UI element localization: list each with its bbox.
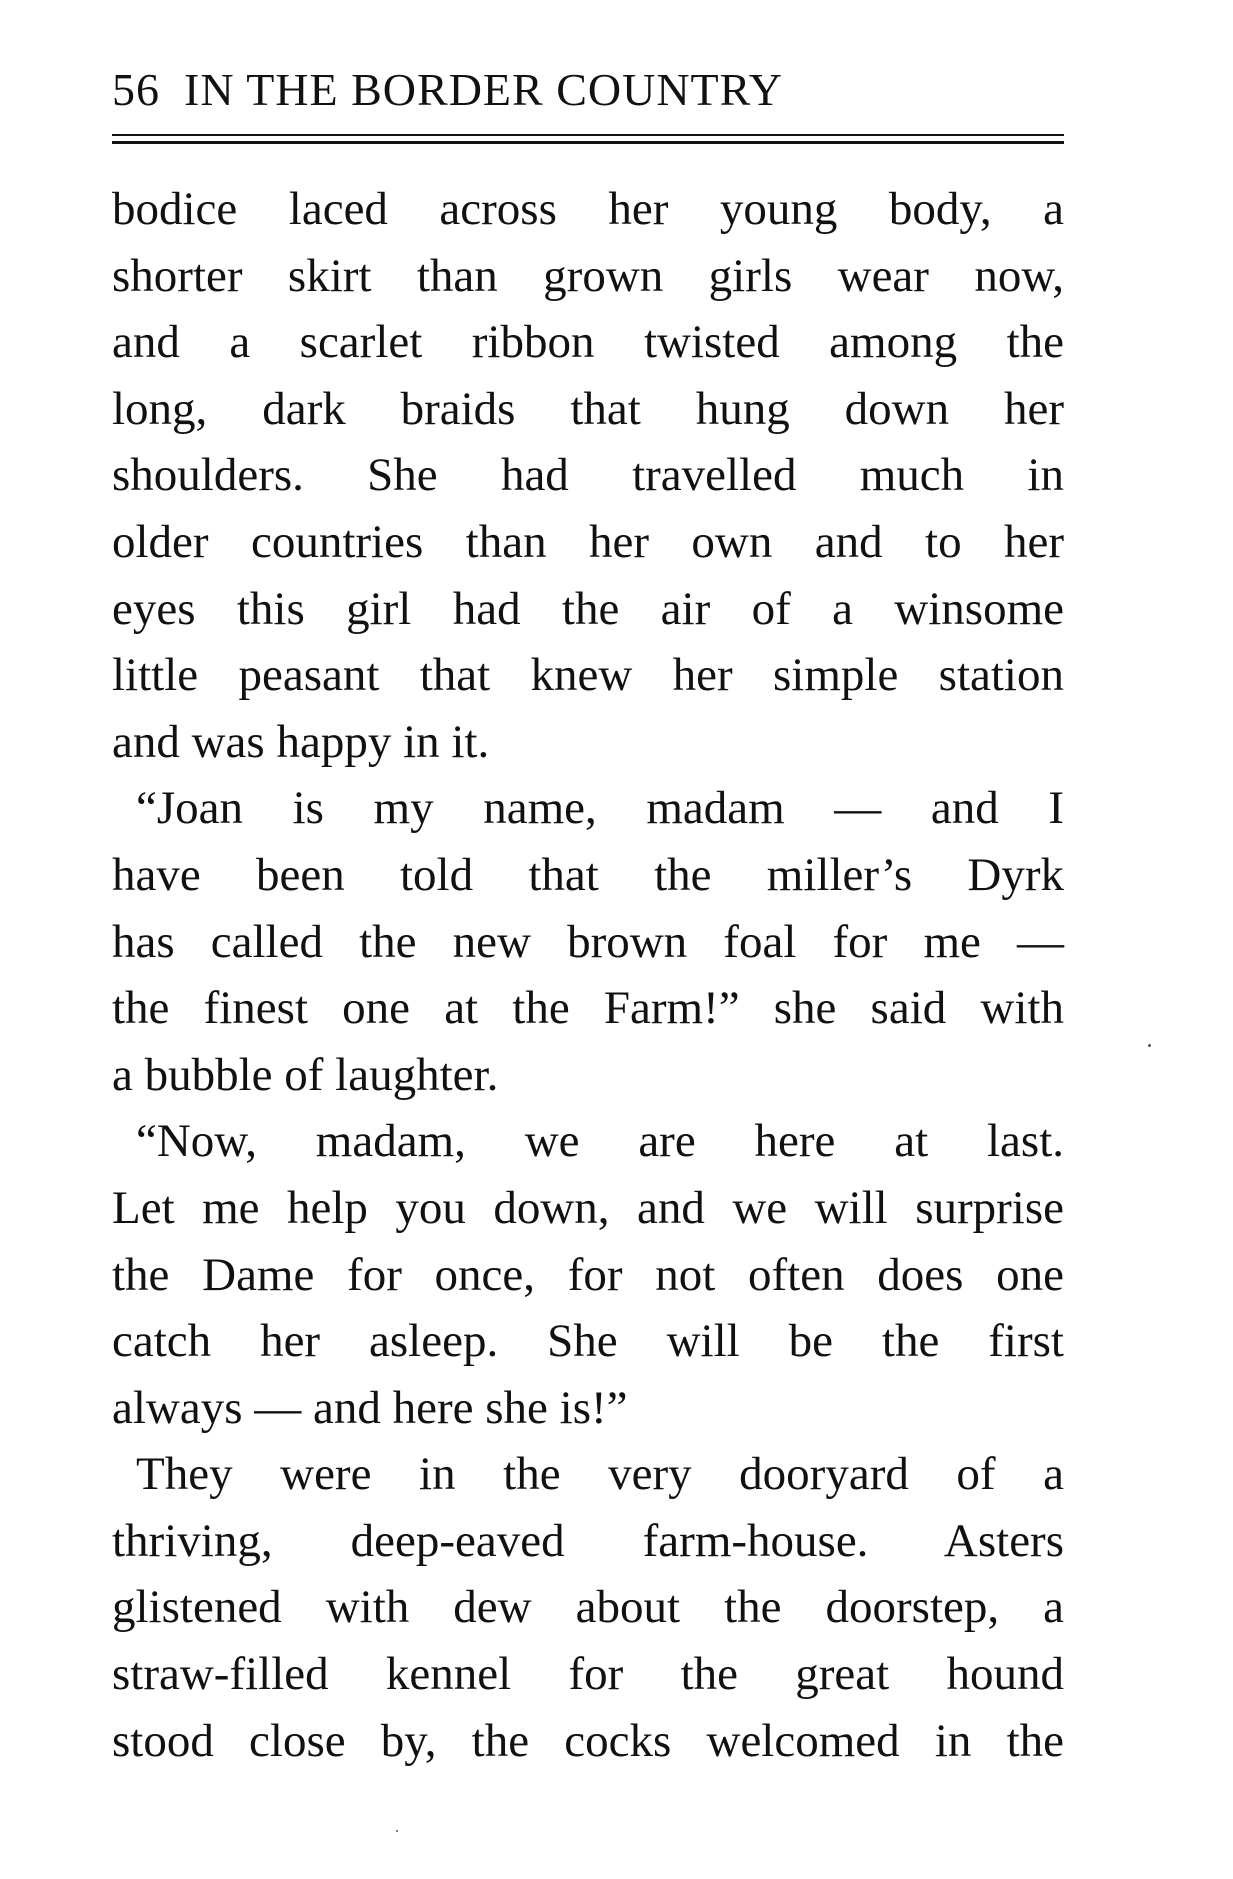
text-line: shoulders. She had travelled much in <box>112 449 1064 502</box>
header-rule-thin <box>112 134 1064 136</box>
text-line: thriving, deep-eaved farm-house. Asters <box>112 1514 1064 1567</box>
text-line: straw-filled kennel for the great hound <box>112 1648 1064 1701</box>
text-line: has called the new brown foal for me — <box>112 915 1064 968</box>
text-line: the Dame for once, for not often does one <box>112 1248 1064 1301</box>
text-line: shorter skirt than grown girls wear now, <box>112 249 1064 302</box>
text-line: and a scarlet ribbon twisted among the <box>112 316 1064 369</box>
text-line: have been told that the miller’s Dyrk <box>112 848 1064 901</box>
running-head <box>112 60 1072 120</box>
text-line: the finest one at the Farm!” she said with <box>112 982 1064 1035</box>
text-line: “Now, madam, we are here at last. <box>136 1115 1064 1168</box>
running-title: IN THE BORDER COUNTRY <box>184 64 784 115</box>
text-line: “Joan is my name, madam — and I <box>136 782 1064 835</box>
text-line: little peasant that knew her simple station <box>112 649 1064 702</box>
text-line: glistened with dew about the doorstep, a <box>112 1581 1064 1634</box>
text-line: eyes this girl had the air of a winsome <box>112 582 1064 635</box>
header-rule-thick <box>112 141 1064 144</box>
paper-speck <box>1148 1044 1151 1047</box>
text-line: Let me help you down, and we will surprise <box>112 1181 1064 1234</box>
text-line: They were in the very dooryard of a <box>136 1448 1064 1501</box>
text-line: bodice laced across her young body, a <box>112 183 1064 235</box>
text-line: older countries than her own and to her <box>112 515 1064 568</box>
text-line: always — and here she is!” <box>112 1381 628 1434</box>
text-line: a bubble of laughter. <box>112 1048 499 1101</box>
body-text <box>112 176 1064 1774</box>
page-number: 56 <box>112 64 160 115</box>
text-line: and was happy in it. <box>112 715 490 768</box>
text-line: long, dark braids that hung down her <box>112 382 1064 435</box>
text-line: catch her asleep. She will be the first <box>112 1315 1064 1368</box>
text-line: stood close by, the cocks welcomed in the <box>112 1714 1064 1767</box>
paper-speck <box>396 1830 398 1832</box>
